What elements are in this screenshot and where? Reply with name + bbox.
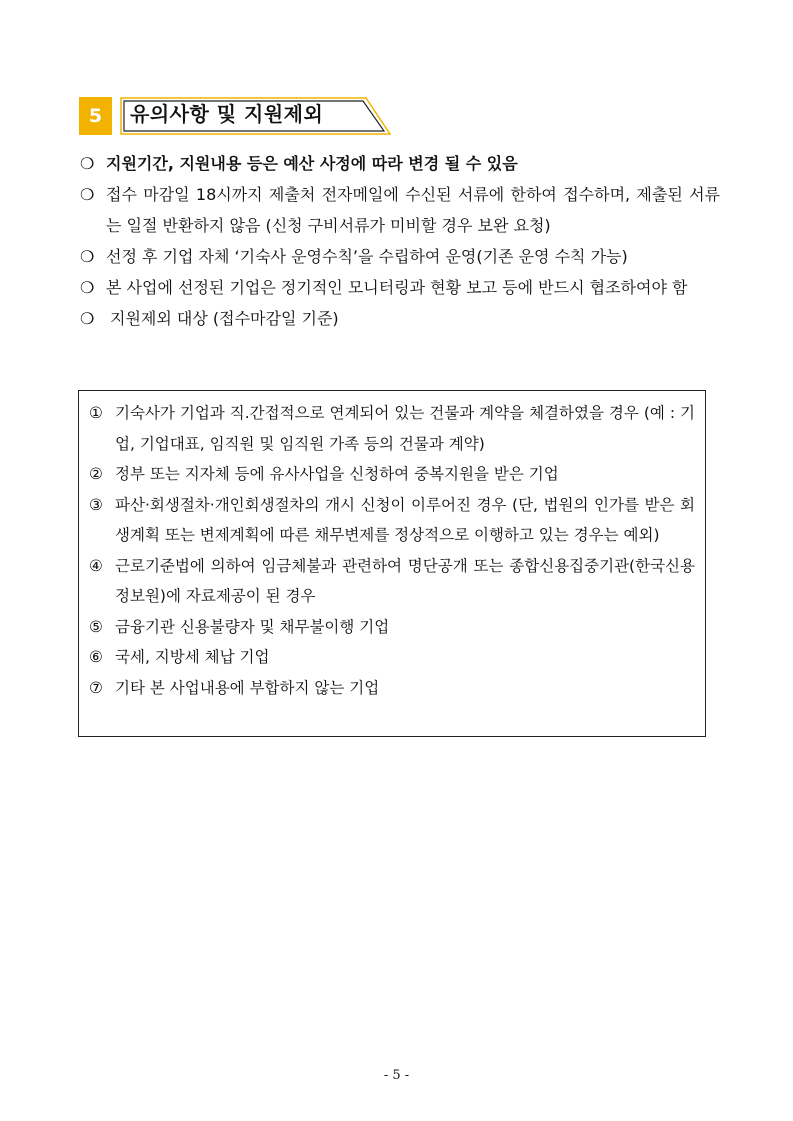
circle-bullet-icon: ❍	[80, 247, 95, 266]
notice-item	[80, 241, 720, 272]
exclusion-text: 국세, 지방세 체납 기업	[115, 648, 270, 666]
exclusion-item	[89, 459, 695, 490]
exclusion-text: 정부 또는 지자체 등에 유사사업을 신청하여 중복지원을 받은 기업	[115, 465, 559, 483]
circle-bullet-icon: ❍	[80, 309, 95, 328]
exclusion-item	[89, 551, 695, 612]
page-number: - 5 -	[383, 1068, 410, 1083]
circle-bullet-icon: ❍	[80, 278, 95, 297]
notice-item	[80, 148, 720, 179]
exclusion-number: ②	[89, 465, 103, 483]
notice-text: 본 사업에 선정된 기업은 정기적인 모니터링과 현황 보고 등에 반드시 협조하여야 함	[106, 278, 688, 297]
circle-bullet-icon: ❍	[80, 185, 95, 204]
exclusion-item	[89, 490, 695, 551]
exclusion-number: ④	[89, 556, 103, 575]
exclusion-text: 기타 본 사업내용에 부합하지 않는 기업	[115, 678, 380, 697]
exclusion-item	[89, 612, 695, 643]
exclusion-text: 금융기관 신용불량자 및 채무불이행 기업	[115, 617, 390, 636]
exclusion-number: ⑥	[89, 648, 103, 666]
notice-text: 선정 후 기업 자체 ‘기숙사 운영수칙’을 수립하여 운영(기존 운영 수칙 가능)	[106, 247, 628, 266]
notice-text: 지원제외 대상 (접수마감일 기준)	[110, 309, 339, 328]
exclusion-item	[89, 398, 695, 459]
exclusion-text: 근로기준법에 의하여 임금체불과 관련하여 명단공개 또는 종합신용집중기관(한국신용정보원)에 자료제공이 된 경우	[115, 556, 695, 605]
notice-item	[80, 179, 720, 241]
circle-bullet-icon: ❍	[80, 154, 95, 173]
section-title-box	[120, 97, 391, 135]
exclusion-item	[89, 642, 695, 673]
notice-item	[80, 303, 720, 334]
exclusion-number: ⑦	[89, 678, 103, 697]
exclusion-text: 파산·회생절차·개인회생절차의 개시 신청이 이루어진 경우 (단, 법원의 인가를 받은 회생계획 또는 변제계획에 따른 채무변제를 정상적으로 이행하고 있는 경우는 예외)	[115, 495, 695, 544]
exclusion-number: ③	[89, 495, 103, 514]
exclusion-number: ⑤	[89, 617, 103, 636]
notice-text: 접수 마감일 18시까지 제출처 전자메일에 수신된 서류에 한하여 접수하며, 제출된 서류는 일절 반환하지 않음 (신청 구비서류가 미비할 경우 보완 요청)	[106, 185, 720, 235]
notice-item	[80, 272, 720, 303]
exclusion-box	[78, 390, 706, 737]
exclusion-item	[89, 673, 695, 704]
section-number-badge: 5	[79, 97, 112, 135]
exclusion-text: 기숙사가 기업과 직.간접적으로 연계되어 있는 건물과 계약을 체결하였을 경우 (예 : 기업, 기업대표, 임직원 및 임직원 가족 등의 건물과 계약)	[115, 404, 695, 453]
notice-text: 지원기간, 지원내용 등은 예산 사정에 따라 변경 될 수 있음	[106, 154, 518, 173]
section-title: 유의사항 및 지원제외	[130, 102, 324, 126]
exclusion-number: ①	[89, 404, 103, 422]
section-header	[79, 97, 391, 135]
notice-list	[80, 148, 720, 334]
